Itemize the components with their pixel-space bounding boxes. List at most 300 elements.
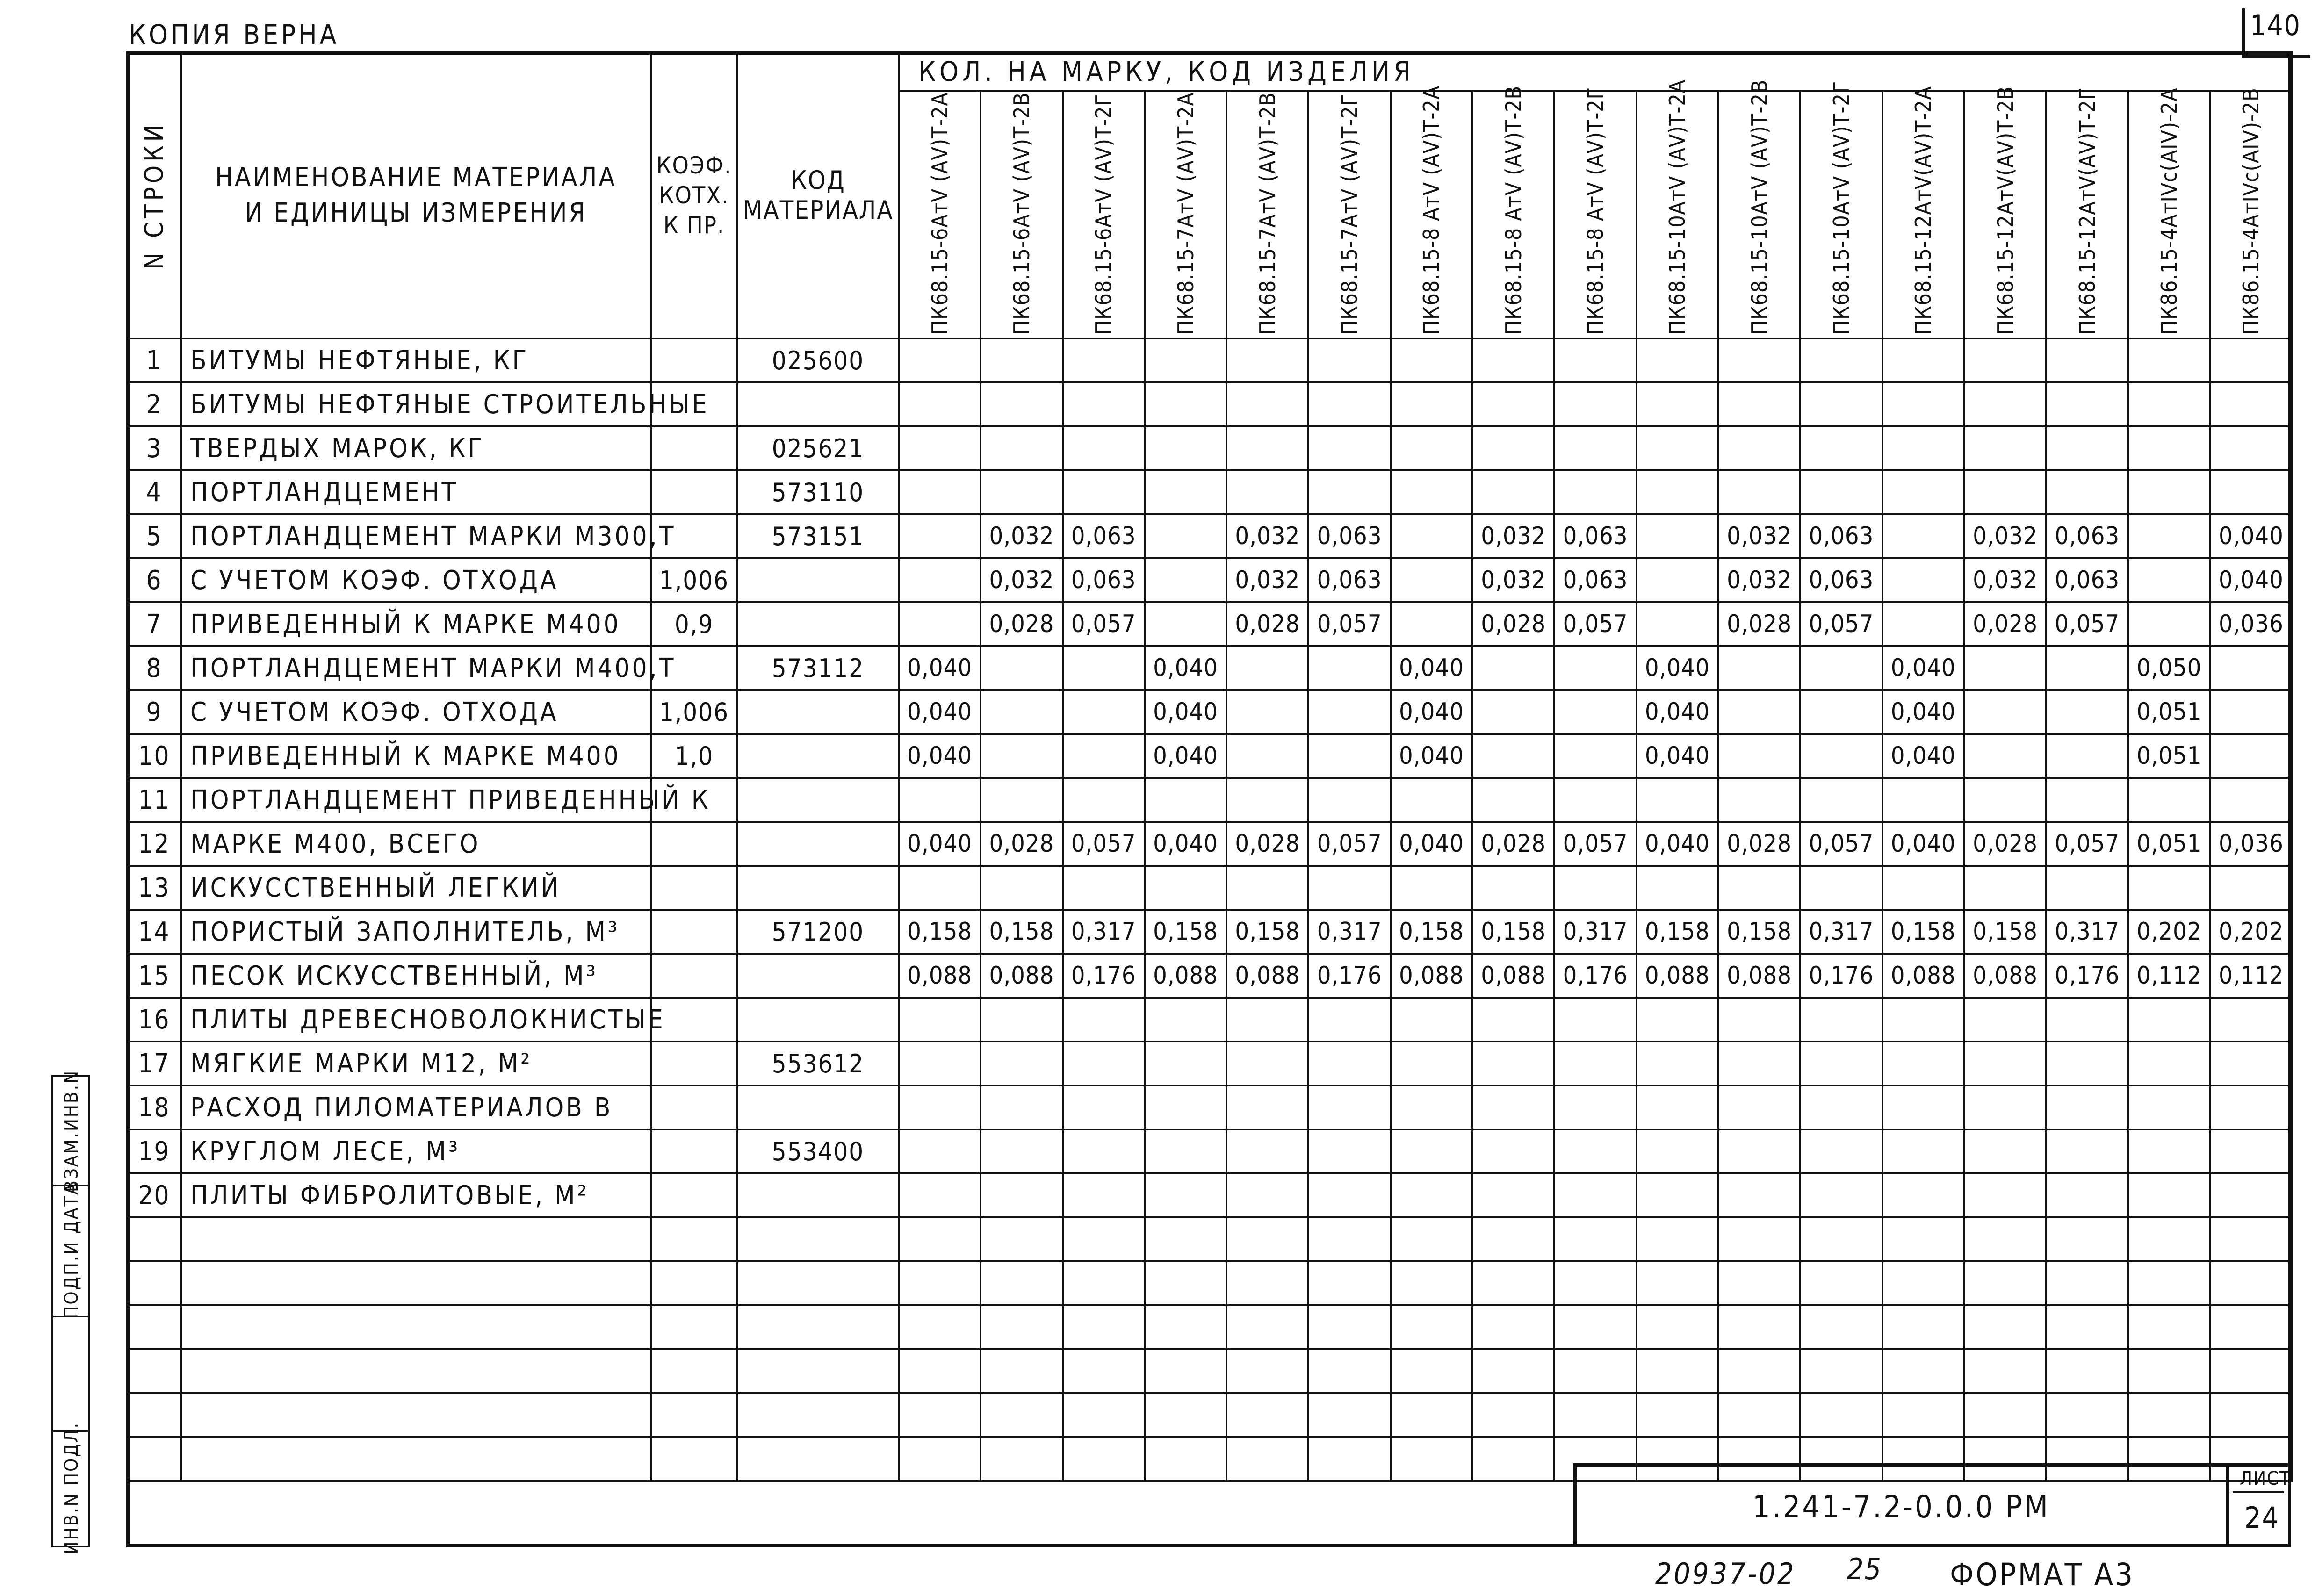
blank-cell <box>2128 1217 2210 1261</box>
quantity-cell: 0,040 <box>1637 646 1718 690</box>
blank-cell <box>1145 1393 1226 1437</box>
quantity-cell <box>1472 866 1554 910</box>
product-header-8 <box>1472 85 1554 338</box>
blank-cell <box>1800 1393 1882 1437</box>
quantity-cell <box>981 426 1062 470</box>
quantity-cell <box>981 1173 1062 1217</box>
materials-table <box>126 51 2293 1482</box>
quantity-cell <box>1964 778 2046 822</box>
product-header-13 <box>1882 86 1964 338</box>
coefficient-cell <box>651 1173 737 1217</box>
product-code-label: ПК68.15-10АтV (АV)Т-2А <box>1665 79 1690 335</box>
product-code-label: ПК86.15-4АтIVс(АIV)-2В <box>2238 87 2264 335</box>
quantity-cell: 0,057 <box>2046 822 2128 866</box>
quantity-cell <box>1637 1042 1718 1086</box>
row-number-cell: 14 <box>127 910 181 954</box>
blank-cell <box>127 1393 181 1437</box>
quantity-cell: 0,158 <box>1882 910 1964 954</box>
blank-cell <box>2046 1305 2128 1349</box>
quantity-cell: 0,158 <box>1637 910 1718 954</box>
quantity-cell <box>2128 470 2210 514</box>
blank-row <box>127 1349 2292 1393</box>
quantity-cell <box>2128 998 2210 1042</box>
quantity-cell <box>1637 426 1718 470</box>
quantity-cell <box>2046 778 2128 822</box>
quantity-cell: 0,088 <box>1718 954 1800 998</box>
quantity-cell <box>1637 1129 1718 1173</box>
sheet-number: 24 <box>2244 1501 2279 1535</box>
material-name-cell: ТВЕРДЫХ МАРОК, КГ <box>181 426 651 470</box>
quantity-cell: 0,028 <box>981 822 1062 866</box>
quantity-cell <box>2046 1173 2128 1217</box>
quantity-cell: 0,158 <box>1391 910 1472 954</box>
quantity-cell: 0,036 <box>2210 822 2292 866</box>
quantity-cell: 0,057 <box>1800 822 1882 866</box>
quantity-cell <box>1226 338 1308 382</box>
quantity-cell <box>1964 426 2046 470</box>
header-quantity-group: КОЛ. НА МАРКУ, КОД ИЗДЕЛИЯ <box>899 52 2292 91</box>
quantity-cell <box>2128 1042 2210 1086</box>
table-row <box>127 1129 2292 1173</box>
blank-cell <box>1391 1217 1472 1261</box>
material-code-cell <box>737 1086 899 1129</box>
quantity-cell <box>1472 1086 1554 1129</box>
product-code-label: ПК68.15-8 АтV (АV)Т-2Г <box>1583 87 1608 335</box>
quantity-cell <box>1882 998 1964 1042</box>
quantity-cell <box>1637 470 1718 514</box>
quantity-cell: 0,158 <box>899 910 981 954</box>
quantity-cell: 0,040 <box>899 646 981 690</box>
blank-cell <box>651 1393 737 1437</box>
quantity-cell: 0,202 <box>2128 910 2210 954</box>
quantity-cell <box>1718 1086 1800 1129</box>
blank-cell <box>1308 1393 1390 1437</box>
quantity-cell: 0,088 <box>981 954 1062 998</box>
quantity-cell <box>1554 1173 1636 1217</box>
row-number-cell: 7 <box>127 602 181 646</box>
quantity-cell <box>2046 1042 2128 1086</box>
blank-cell <box>181 1305 651 1349</box>
footer-inventory-number: 20937-02 <box>1655 1557 1796 1591</box>
quantity-cell: 0,057 <box>2046 602 2128 646</box>
blank-cell <box>1637 1217 1718 1261</box>
quantity-cell <box>1800 1129 1882 1173</box>
blank-cell <box>1308 1349 1390 1393</box>
quantity-cell: 0,040 <box>1391 822 1472 866</box>
quantity-cell <box>1882 338 1964 382</box>
quantity-cell <box>1226 646 1308 690</box>
table-row <box>127 954 2292 998</box>
blank-cell <box>181 1437 651 1481</box>
quantity-cell <box>1472 382 1554 426</box>
quantity-cell <box>1718 1129 1800 1173</box>
document-designation: 1.241-7.2-0.0.0 РМ <box>1573 1463 2226 1547</box>
quantity-cell <box>1800 646 1882 690</box>
quantity-cell: 0,036 <box>2210 602 2292 646</box>
quantity-cell: 0,088 <box>1226 954 1308 998</box>
material-name-cell: С УЧЕТОМ КОЭФ. ОТХОДА <box>181 690 651 734</box>
quantity-cell <box>1800 734 1882 778</box>
quantity-cell <box>1554 1129 1636 1173</box>
blank-row <box>127 1217 2292 1261</box>
product-code-label: ПК68.15-6АтV (АV)Т-2Г <box>1091 93 1117 335</box>
quantity-cell: 0,028 <box>981 602 1062 646</box>
quantity-cell: 0,158 <box>1226 910 1308 954</box>
product-code-label: ПК68.15-7АтV (АV)Т-2В <box>1255 92 1280 335</box>
quantity-cell <box>1554 426 1636 470</box>
blank-cell <box>981 1437 1062 1481</box>
product-header-5 <box>1226 91 1308 338</box>
quantity-cell <box>1391 514 1472 558</box>
quantity-cell: 0,040 <box>899 822 981 866</box>
table-row <box>127 866 2292 910</box>
blank-cell <box>1800 1349 1882 1393</box>
quantity-cell <box>1800 426 1882 470</box>
quantity-cell <box>1145 470 1226 514</box>
blank-cell <box>127 1437 181 1481</box>
product-header-6 <box>1308 91 1390 338</box>
quantity-cell <box>1308 734 1390 778</box>
coefficient-cell <box>651 1042 737 1086</box>
quantity-cell <box>1964 1086 2046 1129</box>
quantity-cell <box>981 646 1062 690</box>
blank-cell <box>1391 1349 1472 1393</box>
product-code-label: ПК68.15-8 АтV (АV)Т-2А <box>1419 86 1444 335</box>
blank-cell <box>2210 1349 2292 1393</box>
quantity-cell <box>1882 1129 1964 1173</box>
table-row <box>127 778 2292 822</box>
blank-cell <box>1964 1217 2046 1261</box>
quantity-cell: 0,158 <box>1964 910 2046 954</box>
quantity-cell <box>1718 646 1800 690</box>
quantity-cell <box>1472 778 1554 822</box>
quantity-cell <box>1226 998 1308 1042</box>
product-code-label: ПК68.15-7АтV (АV)Т-2Г <box>1337 93 1363 335</box>
product-code-label: ПК68.15-6АтV (АV)Т-2А <box>927 92 952 335</box>
product-code-label: ПК68.15-10АтV (АV)Т-2Г <box>1828 80 1854 335</box>
quantity-cell: 0,176 <box>2046 954 2128 998</box>
material-code-cell: 553400 <box>737 1129 899 1173</box>
quantity-cell <box>1800 470 1882 514</box>
blank-cell <box>651 1261 737 1305</box>
material-code-cell <box>737 778 899 822</box>
table-row <box>127 998 2292 1042</box>
coefficient-cell <box>651 910 737 954</box>
blank-cell <box>981 1217 1062 1261</box>
quantity-cell <box>2210 778 2292 822</box>
quantity-cell <box>1308 1129 1390 1173</box>
table-row <box>127 514 2292 558</box>
blank-cell <box>2210 1261 2292 1305</box>
blank-cell <box>1063 1349 1145 1393</box>
blank-cell <box>127 1261 181 1305</box>
quantity-cell <box>1472 734 1554 778</box>
quantity-cell <box>1063 866 1145 910</box>
material-code-cell <box>737 382 899 426</box>
material-code-cell <box>737 1173 899 1217</box>
quantity-cell <box>2210 382 2292 426</box>
blank-cell <box>981 1393 1062 1437</box>
blank-cell <box>1391 1305 1472 1349</box>
quantity-cell <box>2210 866 2292 910</box>
blank-cell <box>2046 1393 2128 1437</box>
coefficient-cell <box>651 1086 737 1129</box>
quantity-cell <box>1882 602 1964 646</box>
blank-cell <box>181 1349 651 1393</box>
row-number-cell: 17 <box>127 1042 181 1086</box>
blank-cell <box>1308 1305 1390 1349</box>
quantity-cell: 0,040 <box>1637 690 1718 734</box>
quantity-cell <box>1718 866 1800 910</box>
blank-cell <box>737 1305 899 1349</box>
blank-cell <box>1472 1393 1554 1437</box>
table-row <box>127 382 2292 426</box>
blank-cell <box>981 1305 1062 1349</box>
quantity-cell <box>2210 1042 2292 1086</box>
quantity-cell <box>981 382 1062 426</box>
blank-cell <box>2046 1261 2128 1305</box>
quantity-cell <box>1964 382 2046 426</box>
blank-cell <box>899 1261 981 1305</box>
quantity-cell: 0,158 <box>981 910 1062 954</box>
quantity-cell <box>2210 338 2292 382</box>
quantity-cell <box>2046 470 2128 514</box>
quantity-cell <box>1964 470 2046 514</box>
row-number-cell: 4 <box>127 470 181 514</box>
quantity-cell <box>1391 1129 1472 1173</box>
quantity-cell <box>2128 778 2210 822</box>
quantity-cell <box>1145 1086 1226 1129</box>
material-code-cell <box>737 954 899 998</box>
quantity-cell <box>1226 470 1308 514</box>
product-header-2 <box>981 91 1062 338</box>
quantity-cell <box>1063 1042 1145 1086</box>
quantity-cell <box>1637 514 1718 558</box>
quantity-cell <box>1637 1173 1718 1217</box>
quantity-cell <box>1718 998 1800 1042</box>
quantity-cell: 0,317 <box>1308 910 1390 954</box>
quantity-cell <box>981 734 1062 778</box>
table-body <box>127 338 2292 1481</box>
quantity-cell <box>1637 1086 1718 1129</box>
quantity-cell <box>2046 690 2128 734</box>
material-name-cell: БИТУМЫ НЕФТЯНЫЕ СТРОИТЕЛЬНЫЕ <box>181 382 651 426</box>
quantity-cell <box>1308 1173 1390 1217</box>
quantity-cell: 0,028 <box>1226 602 1308 646</box>
material-name-cell: ПОРТЛАНДЦЕМЕНТ ПРИВЕДЕННЫЙ К <box>181 778 651 822</box>
quantity-cell <box>1554 470 1636 514</box>
quantity-cell: 0,040 <box>899 734 981 778</box>
row-number-cell: 11 <box>127 778 181 822</box>
quantity-cell <box>1391 1086 1472 1129</box>
quantity-cell <box>1637 998 1718 1042</box>
quantity-cell <box>1391 778 1472 822</box>
quantity-cell <box>1637 558 1718 602</box>
product-header-4 <box>1145 91 1226 338</box>
quantity-cell <box>899 338 981 382</box>
quantity-cell: 0,057 <box>1063 602 1145 646</box>
quantity-cell <box>1391 1042 1472 1086</box>
quantity-cell <box>1554 646 1636 690</box>
quantity-cell <box>2210 1129 2292 1173</box>
quantity-cell <box>1637 338 1718 382</box>
quantity-cell <box>1964 338 2046 382</box>
quantity-cell <box>2210 690 2292 734</box>
blank-cell <box>1882 1393 1964 1437</box>
blank-cell <box>1226 1217 1308 1261</box>
blank-cell <box>2128 1305 2210 1349</box>
row-number-cell: 12 <box>127 822 181 866</box>
quantity-cell: 0,317 <box>1554 910 1636 954</box>
quantity-cell: 0,032 <box>1472 514 1554 558</box>
blank-cell <box>899 1217 981 1261</box>
quantity-cell: 0,040 <box>1145 734 1226 778</box>
quantity-cell <box>1800 382 1882 426</box>
side-stamp <box>51 1070 90 1554</box>
quantity-cell <box>1063 382 1145 426</box>
product-header-15 <box>2046 87 2128 338</box>
blank-cell <box>1718 1261 1800 1305</box>
quantity-cell <box>1554 382 1636 426</box>
blank-cell <box>2046 1349 2128 1393</box>
material-name-cell: ПЛИТЫ ФИБРОЛИТОВЫЕ, М² <box>181 1173 651 1217</box>
quantity-cell <box>1472 1042 1554 1086</box>
quantity-cell <box>1145 866 1226 910</box>
blank-cell <box>737 1217 899 1261</box>
table-row <box>127 1042 2292 1086</box>
quantity-cell <box>899 514 981 558</box>
quantity-cell <box>2128 338 2210 382</box>
row-number-cell: 19 <box>127 1129 181 1173</box>
quantity-cell <box>1308 778 1390 822</box>
quantity-cell <box>1145 558 1226 602</box>
quantity-cell <box>899 1086 981 1129</box>
blank-cell <box>1964 1305 2046 1349</box>
quantity-cell <box>1718 470 1800 514</box>
quantity-cell <box>2128 514 2210 558</box>
coefficient-cell: 0,9 <box>651 602 737 646</box>
quantity-cell <box>1800 778 1882 822</box>
quantity-cell: 0,057 <box>1554 822 1636 866</box>
quantity-cell: 0,063 <box>2046 514 2128 558</box>
quantity-cell <box>1882 514 1964 558</box>
quantity-cell <box>1472 426 1554 470</box>
table-row <box>127 1173 2292 1217</box>
quantity-cell <box>1964 1129 2046 1173</box>
quantity-cell: 0,032 <box>981 514 1062 558</box>
blank-cell <box>1882 1349 1964 1393</box>
blank-cell <box>1308 1217 1390 1261</box>
material-name-cell: РАСХОД ПИЛОМАТЕРИАЛОВ В <box>181 1086 651 1129</box>
quantity-cell <box>2210 470 2292 514</box>
material-name-cell: ПОРТЛАНДЦЕМЕНТ <box>181 470 651 514</box>
quantity-cell <box>1554 998 1636 1042</box>
material-name-cell: С УЧЕТОМ КОЭФ. ОТХОДА <box>181 558 651 602</box>
table-row <box>127 734 2292 778</box>
blank-cell <box>1391 1437 1472 1481</box>
quantity-cell: 0,057 <box>1554 602 1636 646</box>
blank-cell <box>1800 1217 1882 1261</box>
product-header-14 <box>1964 86 2046 338</box>
quantity-cell <box>2128 382 2210 426</box>
blank-cell <box>1391 1261 1472 1305</box>
quantity-cell <box>2210 1086 2292 1129</box>
quantity-cell: 0,057 <box>1063 822 1145 866</box>
quantity-cell <box>1063 1086 1145 1129</box>
quantity-cell <box>1308 690 1390 734</box>
quantity-cell: 0,040 <box>1882 734 1964 778</box>
blank-cell <box>1063 1217 1145 1261</box>
quantity-cell: 0,063 <box>1554 558 1636 602</box>
product-header-3 <box>1063 91 1145 338</box>
quantity-cell: 0,032 <box>981 558 1062 602</box>
quantity-cell <box>899 866 981 910</box>
blank-cell <box>1226 1437 1308 1481</box>
blank-cell <box>1063 1393 1145 1437</box>
quantity-cell <box>1882 866 1964 910</box>
table-row <box>127 602 2292 646</box>
blank-cell <box>1637 1349 1718 1393</box>
quantity-cell: 0,176 <box>1308 954 1390 998</box>
quantity-cell <box>1308 998 1390 1042</box>
quantity-cell: 0,040 <box>1637 822 1718 866</box>
quantity-cell: 0,176 <box>1800 954 1882 998</box>
coefficient-cell <box>651 866 737 910</box>
blank-cell <box>1964 1393 2046 1437</box>
material-name-cell: ПРИВЕДЕННЫЙ К МАРКЕ М400 <box>181 734 651 778</box>
quantity-cell <box>1063 646 1145 690</box>
material-name-cell: ИСКУССТВЕННЫЙ ЛЕГКИЙ <box>181 866 651 910</box>
blank-cell <box>2128 1349 2210 1393</box>
blank-cell <box>1964 1261 2046 1305</box>
quantity-cell <box>1800 866 1882 910</box>
material-name-cell: БИТУМЫ НЕФТЯНЫЕ, КГ <box>181 338 651 382</box>
blank-cell <box>1472 1437 1554 1481</box>
material-code-cell <box>737 602 899 646</box>
quantity-cell <box>1226 426 1308 470</box>
blank-cell <box>1882 1217 1964 1261</box>
material-name-cell: ПЛИТЫ ДРЕВЕСНОВОЛОКНИСТЫЕ <box>181 998 651 1042</box>
blank-cell <box>1145 1349 1226 1393</box>
blank-cell <box>1226 1305 1308 1349</box>
quantity-cell <box>2046 866 2128 910</box>
quantity-cell: 0,176 <box>1063 954 1145 998</box>
product-code-label: ПК68.15-6АтV (АV)Т-2В <box>1009 92 1034 335</box>
table-row <box>127 1086 2292 1129</box>
quantity-cell <box>899 426 981 470</box>
product-code-label: ПК86.15-4АтIVс(АIV)-2А <box>2156 87 2182 335</box>
quantity-cell <box>1063 734 1145 778</box>
quantity-cell: 0,063 <box>1063 514 1145 558</box>
quantity-cell <box>2046 426 2128 470</box>
blank-cell <box>1226 1393 1308 1437</box>
blank-row <box>127 1393 2292 1437</box>
quantity-cell <box>1472 998 1554 1042</box>
quantity-cell: 0,317 <box>1063 910 1145 954</box>
blank-cell <box>1554 1217 1636 1261</box>
material-name-cell: КРУГЛОМ ЛЕСЕ, М³ <box>181 1129 651 1173</box>
quantity-cell <box>1718 778 1800 822</box>
blank-cell <box>1637 1261 1718 1305</box>
product-header-17 <box>2210 87 2292 338</box>
blank-cell <box>1226 1261 1308 1305</box>
quantity-cell <box>1554 1086 1636 1129</box>
quantity-cell <box>899 778 981 822</box>
quantity-cell: 0,032 <box>1226 514 1308 558</box>
quantity-cell <box>1472 690 1554 734</box>
quantity-cell: 0,051 <box>2128 690 2210 734</box>
product-code-label: ПК68.15-7АтV (АV)Т-2А <box>1173 92 1198 335</box>
